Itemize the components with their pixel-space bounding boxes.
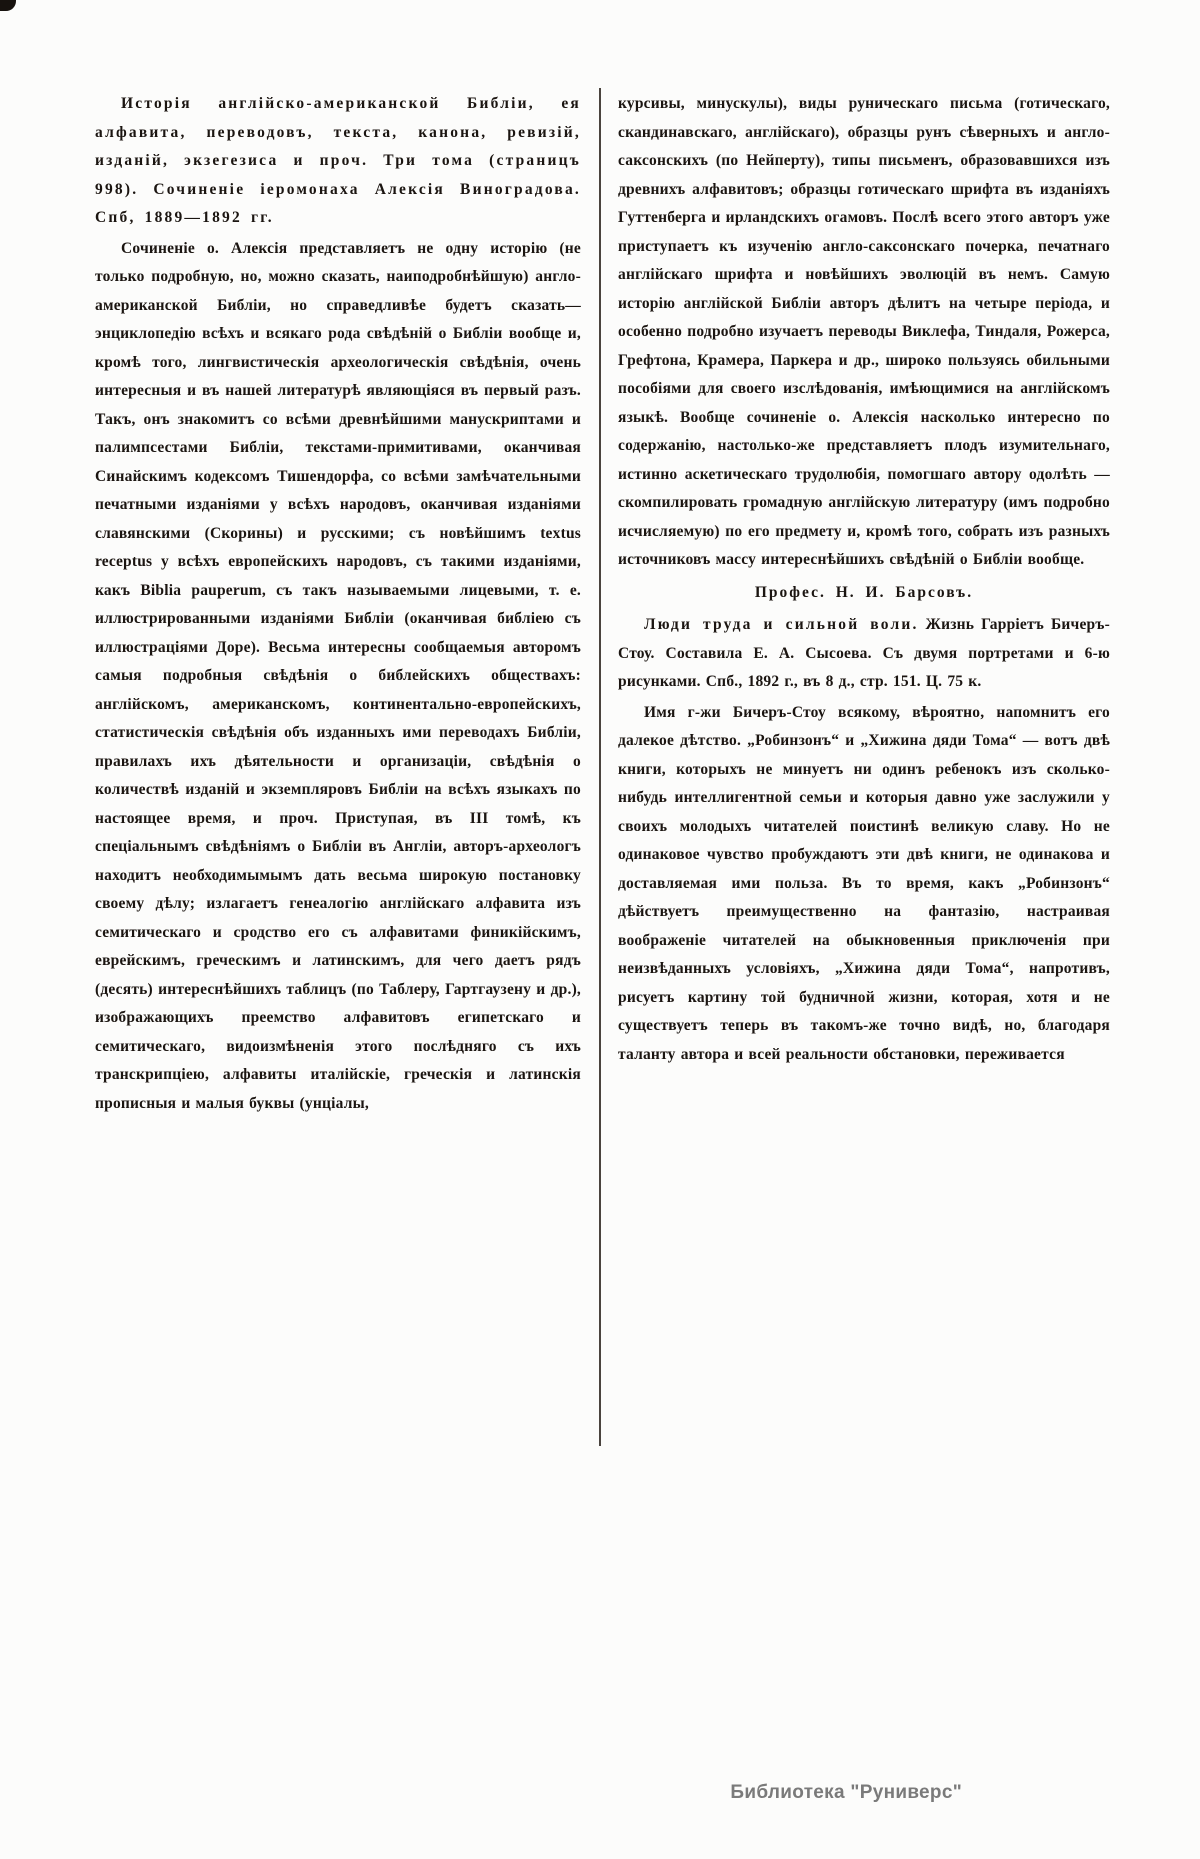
- left-column: [95, 90, 581, 1118]
- review2-heading-rest: Жизнь Гарріетъ Бичеръ-Стоу. Составила Е. А. Сысоева. Съ двумя портретами и 6-ю рисунками. Спб., 1892 г., въ 8 д., стр. 151. Ц. 75 к.: [618, 616, 1110, 690]
- review2-title: Люди труда и сильной воли.: [644, 616, 919, 633]
- review2-heading: [618, 611, 1110, 697]
- review1-signature: Профес. Н. И. Барсовъ.: [754, 583, 974, 601]
- review1-heading: Исторія англійско-американской Библіи, ея алфавита, переводовъ, текста, канона, ревизій, изданій, экзегезиса и проч. Три тома (страницъ 998). Сочиненіе іеромонаха Алексія Виноградова. Спб, 1889—1892 гг.: [95, 95, 581, 226]
- scan-corner-artifact: [0, 0, 16, 11]
- runivers-watermark: Библиотека "Руниверс": [730, 1782, 962, 1803]
- review1-body-left: Сочиненіе о. Алексія представляетъ не одну исторію (не только подробную, но, можно сказать, наиподробнѣйшую) англо-американской Библіи, но справедливѣе будетъ сказать—энциклопедію всѣхъ и всякаго рода свѣдѣній о Библіи вообще и, кромѣ того, лингвистическія археологическія свѣдѣнія, очень интересныя и въ нашей литературѣ являющіяся въ первый разъ. Такъ, онъ знакомитъ со всѣми древнѣйшими манускриптами и палимпсестами Библіи, текстами-примитивами, оканчивая Синайскимъ кодексомъ Тишендорфа, со всѣми замѣчательными печатными изданіями у всѣхъ народовъ, оканчивая изданіями славянскими (Скорины) и русскими; съ новѣйшимъ textus receptus у всѣхъ европейскихъ народовъ, съ такими изданіями, какъ Biblia pauperum, съ такъ называемыми лицевыми, т. е. иллюстрированными изданіями Библіи (оканчивая библіею съ иллюстраціями Доре). Весьма интересны сообщаемыя авторомъ самыя подробныя свѣдѣнія о библейскихъ обществахъ: англійскомъ, американскомъ, континентально-европейскихъ, статистическія свѣдѣнія объ изданныхъ ими переводахъ Библіи, правилахъ ихъ дѣятельности и организаціи, свѣдѣнія о количествѣ изданій и экземпляровъ Библіи на всѣхъ языкахъ по настоящее время, и проч. Приступая, въ III томѣ, къ спеціальнымъ свѣдѣніямъ о Библіи въ Англіи, авторъ-археологъ находитъ необходимымымъ дать весьма широкую постановку своему дѣлу; излагаетъ генеалогію англійскаго алфавита изъ семитическаго и сродство его съ алфавитами финикійскимъ, еврейскимъ, греческимъ и латинскимъ, для чего даетъ рядъ (десять) интереснѣйшихъ таблицъ (по Таблеру, Гартгаузену и др.), изображающихъ преемство алфавитовъ египетскаго и семитическаго, видоизмѣненія этого послѣдняго съ ихъ транскрипціею, алфавиты италійскіе, греческія и латинскія прописныя и малыя буквы (унціалы,: [95, 239, 581, 1112]
- review2-body: Имя г-жи Бичеръ-Стоу всякому, вѣроятно, напомнитъ его далекое дѣтство. „Робинзонъ“ и „Хижина дяди Тома“ — вотъ двѣ книги, которыхъ не минуетъ ни одинъ ребенокъ изъ сколько-нибудь интеллигентной семьи и которыя давно уже заслужили у своихъ молодыхъ читателей поистинѣ великую славу. Но не одинаковое чувство пробуждаютъ эти двѣ книги, не одинакова и доставляемая ими польза. Въ то время, какъ „Робинзонъ“ дѣйствуетъ преимущественно на фантазію, настраивая воображеніе читателей на обыкновенныя приключенія при неизвѣданныхъ условіяхъ, „Хижина дяди Тома“, напротивъ, рисуетъ картину той будничной жизни, которая, хотя и не существуетъ теперь въ такомъ-же точно видѣ, но, благодаря таланту автора и всей реальности обстановки, переживается: [618, 703, 1110, 1063]
- right-column: [618, 90, 1110, 1069]
- column-divider: [599, 88, 601, 1446]
- review1-body-right: курсивы, минускулы), виды руническаго письма (готическаго, скандинавскаго, англійскаго), образцы рунъ сѣверныхъ и англо-саксонскихъ (по Нейперту), типы письменъ, образовавшихся изъ древнихъ алфавитовъ; образцы готическаго шрифта въ изданіяхъ Гуттенберга и ирландскихъ огамовъ. Послѣ всего этого авторъ уже приступаетъ къ изученію англо-саксонскаго почерка, печатнаго англійскаго шрифта и новѣйшихъ эволюцій въ немъ. Самую исторію англійской Библіи авторъ дѣлитъ на четыре періода, и особенно подробно изучаетъ переводы Виклефа, Тиндаля, Рожерса, Грефтона, Крамера, Паркера и др., широко пользуясь обильными пособіями для своего изслѣдованія, имѣющимися на англійскомъ языкѣ. Вообще сочиненіе о. Алексія насколько интересно по содержанію, настолько-же представляетъ плодъ изумительнаго, истинно аскетическаго трудолюбія, помогшаго автору одолѣть — скомпилировать громадную англійскую литературу (имъ подробно исчисляемую) по его предмету и, кромѣ того, собрать изъ разныхъ источниковъ массу интереснѣйшихъ свѣдѣній о Библіи вообще.: [618, 95, 1110, 568]
